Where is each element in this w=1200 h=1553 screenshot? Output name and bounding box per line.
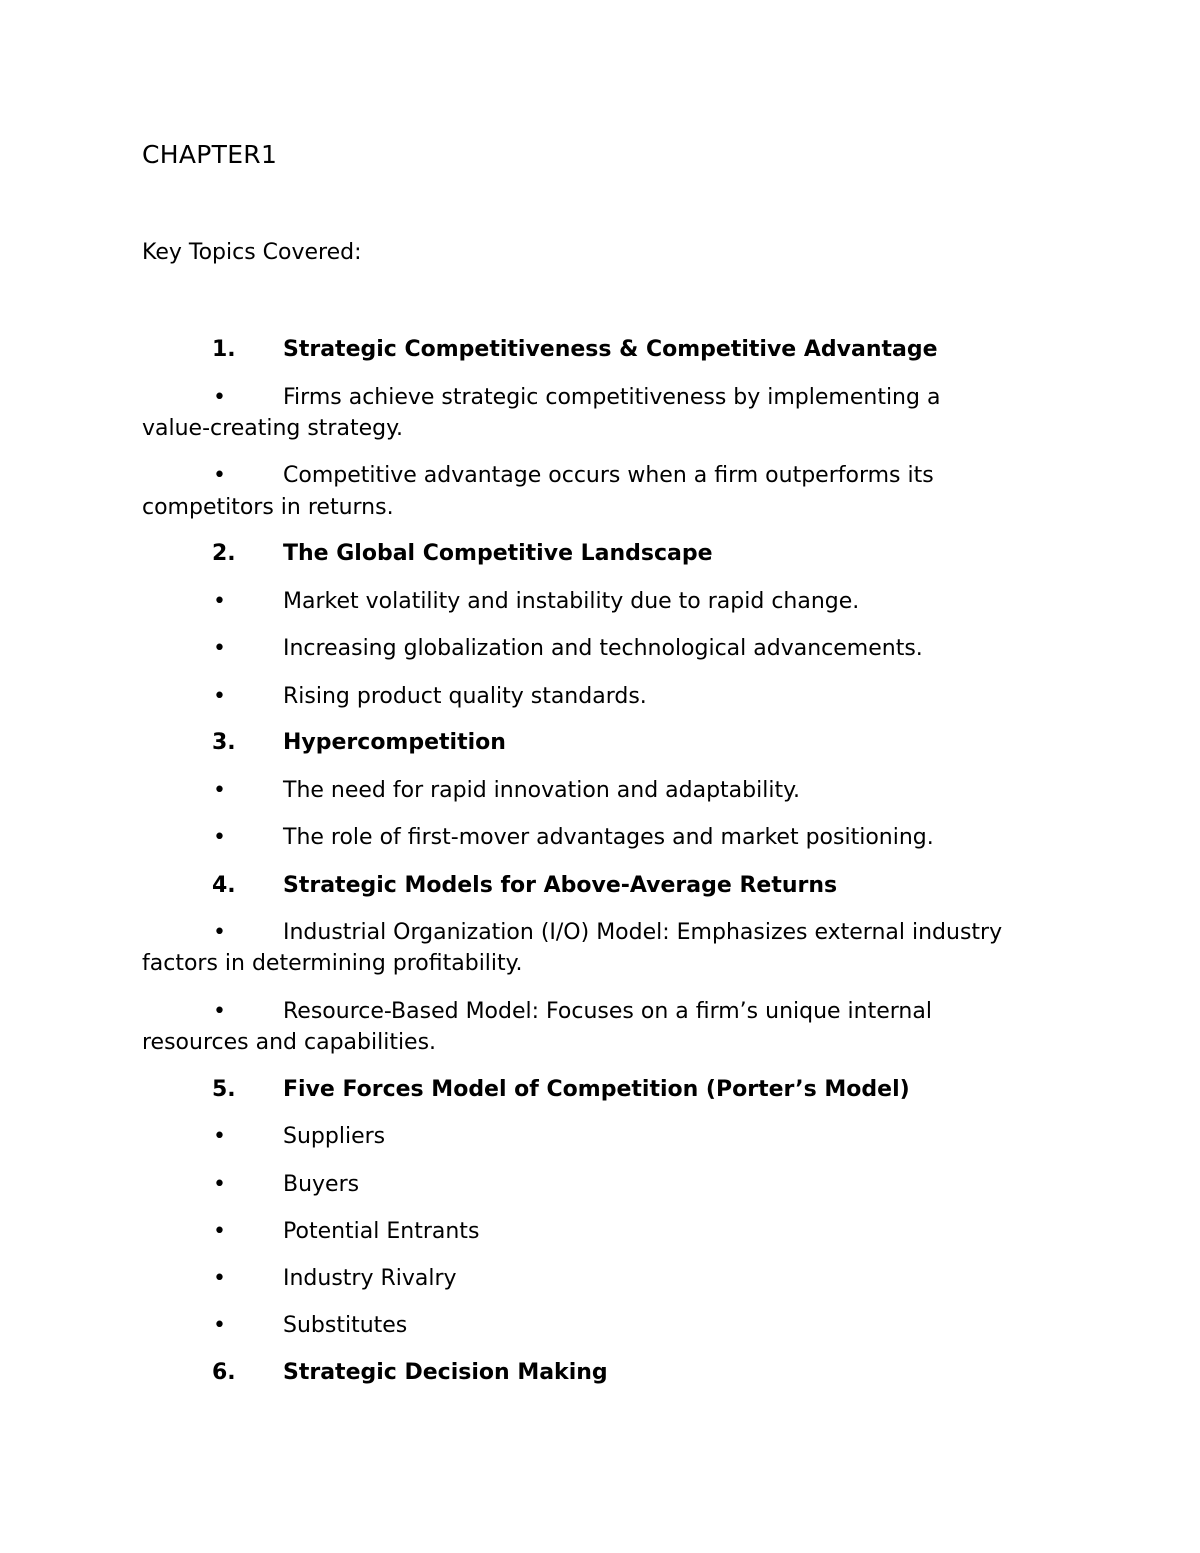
bullet-icon: • (213, 1172, 226, 1197)
list-item-text: The role of first-mover advantages and market positioning. (283, 825, 934, 850)
list-item-text: Potential Entrants (283, 1219, 480, 1244)
list-item-text: Increasing globalization and technological advancements. (283, 636, 923, 661)
bullet-icon: • (213, 463, 226, 488)
section-title: Five Forces Model of Competition (Porter’s Model) (283, 1077, 910, 1102)
bullet-icon: • (213, 920, 226, 945)
bullet-icon: • (213, 825, 226, 850)
list-item-text: Rising product quality standards. (283, 684, 647, 709)
section-title: Hypercompetition (283, 730, 506, 755)
section-title: Strategic Competitiveness & Competitive Advantage (283, 337, 938, 362)
bullet-icon: • (213, 684, 226, 709)
section-number: 1. (212, 337, 236, 362)
intro-text: Key Topics Covered: (142, 240, 362, 265)
list-item-text: Substitutes (283, 1313, 408, 1338)
list-item-text: Market volatility and instability due to rapid change. (283, 589, 860, 614)
list-item-text: Industry Rivalry (283, 1266, 457, 1291)
section-number: 4. (212, 873, 236, 898)
section-number: 5. (212, 1077, 236, 1102)
bullet-icon: • (213, 1313, 226, 1338)
bullet-icon: • (213, 385, 226, 410)
bullet-icon: • (213, 1219, 226, 1244)
list-item-text: Industrial Organization (I/O) Model: Emphasizes external industry (283, 920, 1003, 945)
section-title: Strategic Models for Above-Average Returns (283, 873, 838, 898)
list-item-text: competitors in returns. (142, 495, 394, 520)
section-title: The Global Competitive Landscape (283, 541, 713, 566)
bullet-icon: • (213, 999, 226, 1024)
list-item-text: resources and capabilities. (142, 1030, 437, 1055)
section-number: 2. (212, 541, 236, 566)
list-item-text: Competitive advantage occurs when a firm outperforms its (283, 463, 934, 488)
section-title: Strategic Decision Making (283, 1360, 608, 1385)
list-item-text: factors in determining profitability. (142, 951, 523, 976)
section-number: 3. (212, 730, 236, 755)
bullet-icon: • (213, 1266, 226, 1291)
bullet-icon: • (213, 1124, 226, 1149)
bullet-icon: • (213, 778, 226, 803)
list-item-text: The need for rapid innovation and adaptability. (283, 778, 800, 803)
chapter-title: CHAPTER1 (142, 140, 278, 169)
bullet-icon: • (213, 589, 226, 614)
list-item-text: Buyers (283, 1172, 360, 1197)
list-item-text: Resource-Based Model: Focuses on a firm’s unique internal (283, 999, 932, 1024)
list-item-text: value-creating strategy. (142, 416, 403, 441)
section-number: 6. (212, 1360, 236, 1385)
list-item-text: Firms achieve strategic competitiveness by implementing a (283, 385, 941, 410)
list-item-text: Suppliers (283, 1124, 386, 1149)
bullet-icon: • (213, 636, 226, 661)
